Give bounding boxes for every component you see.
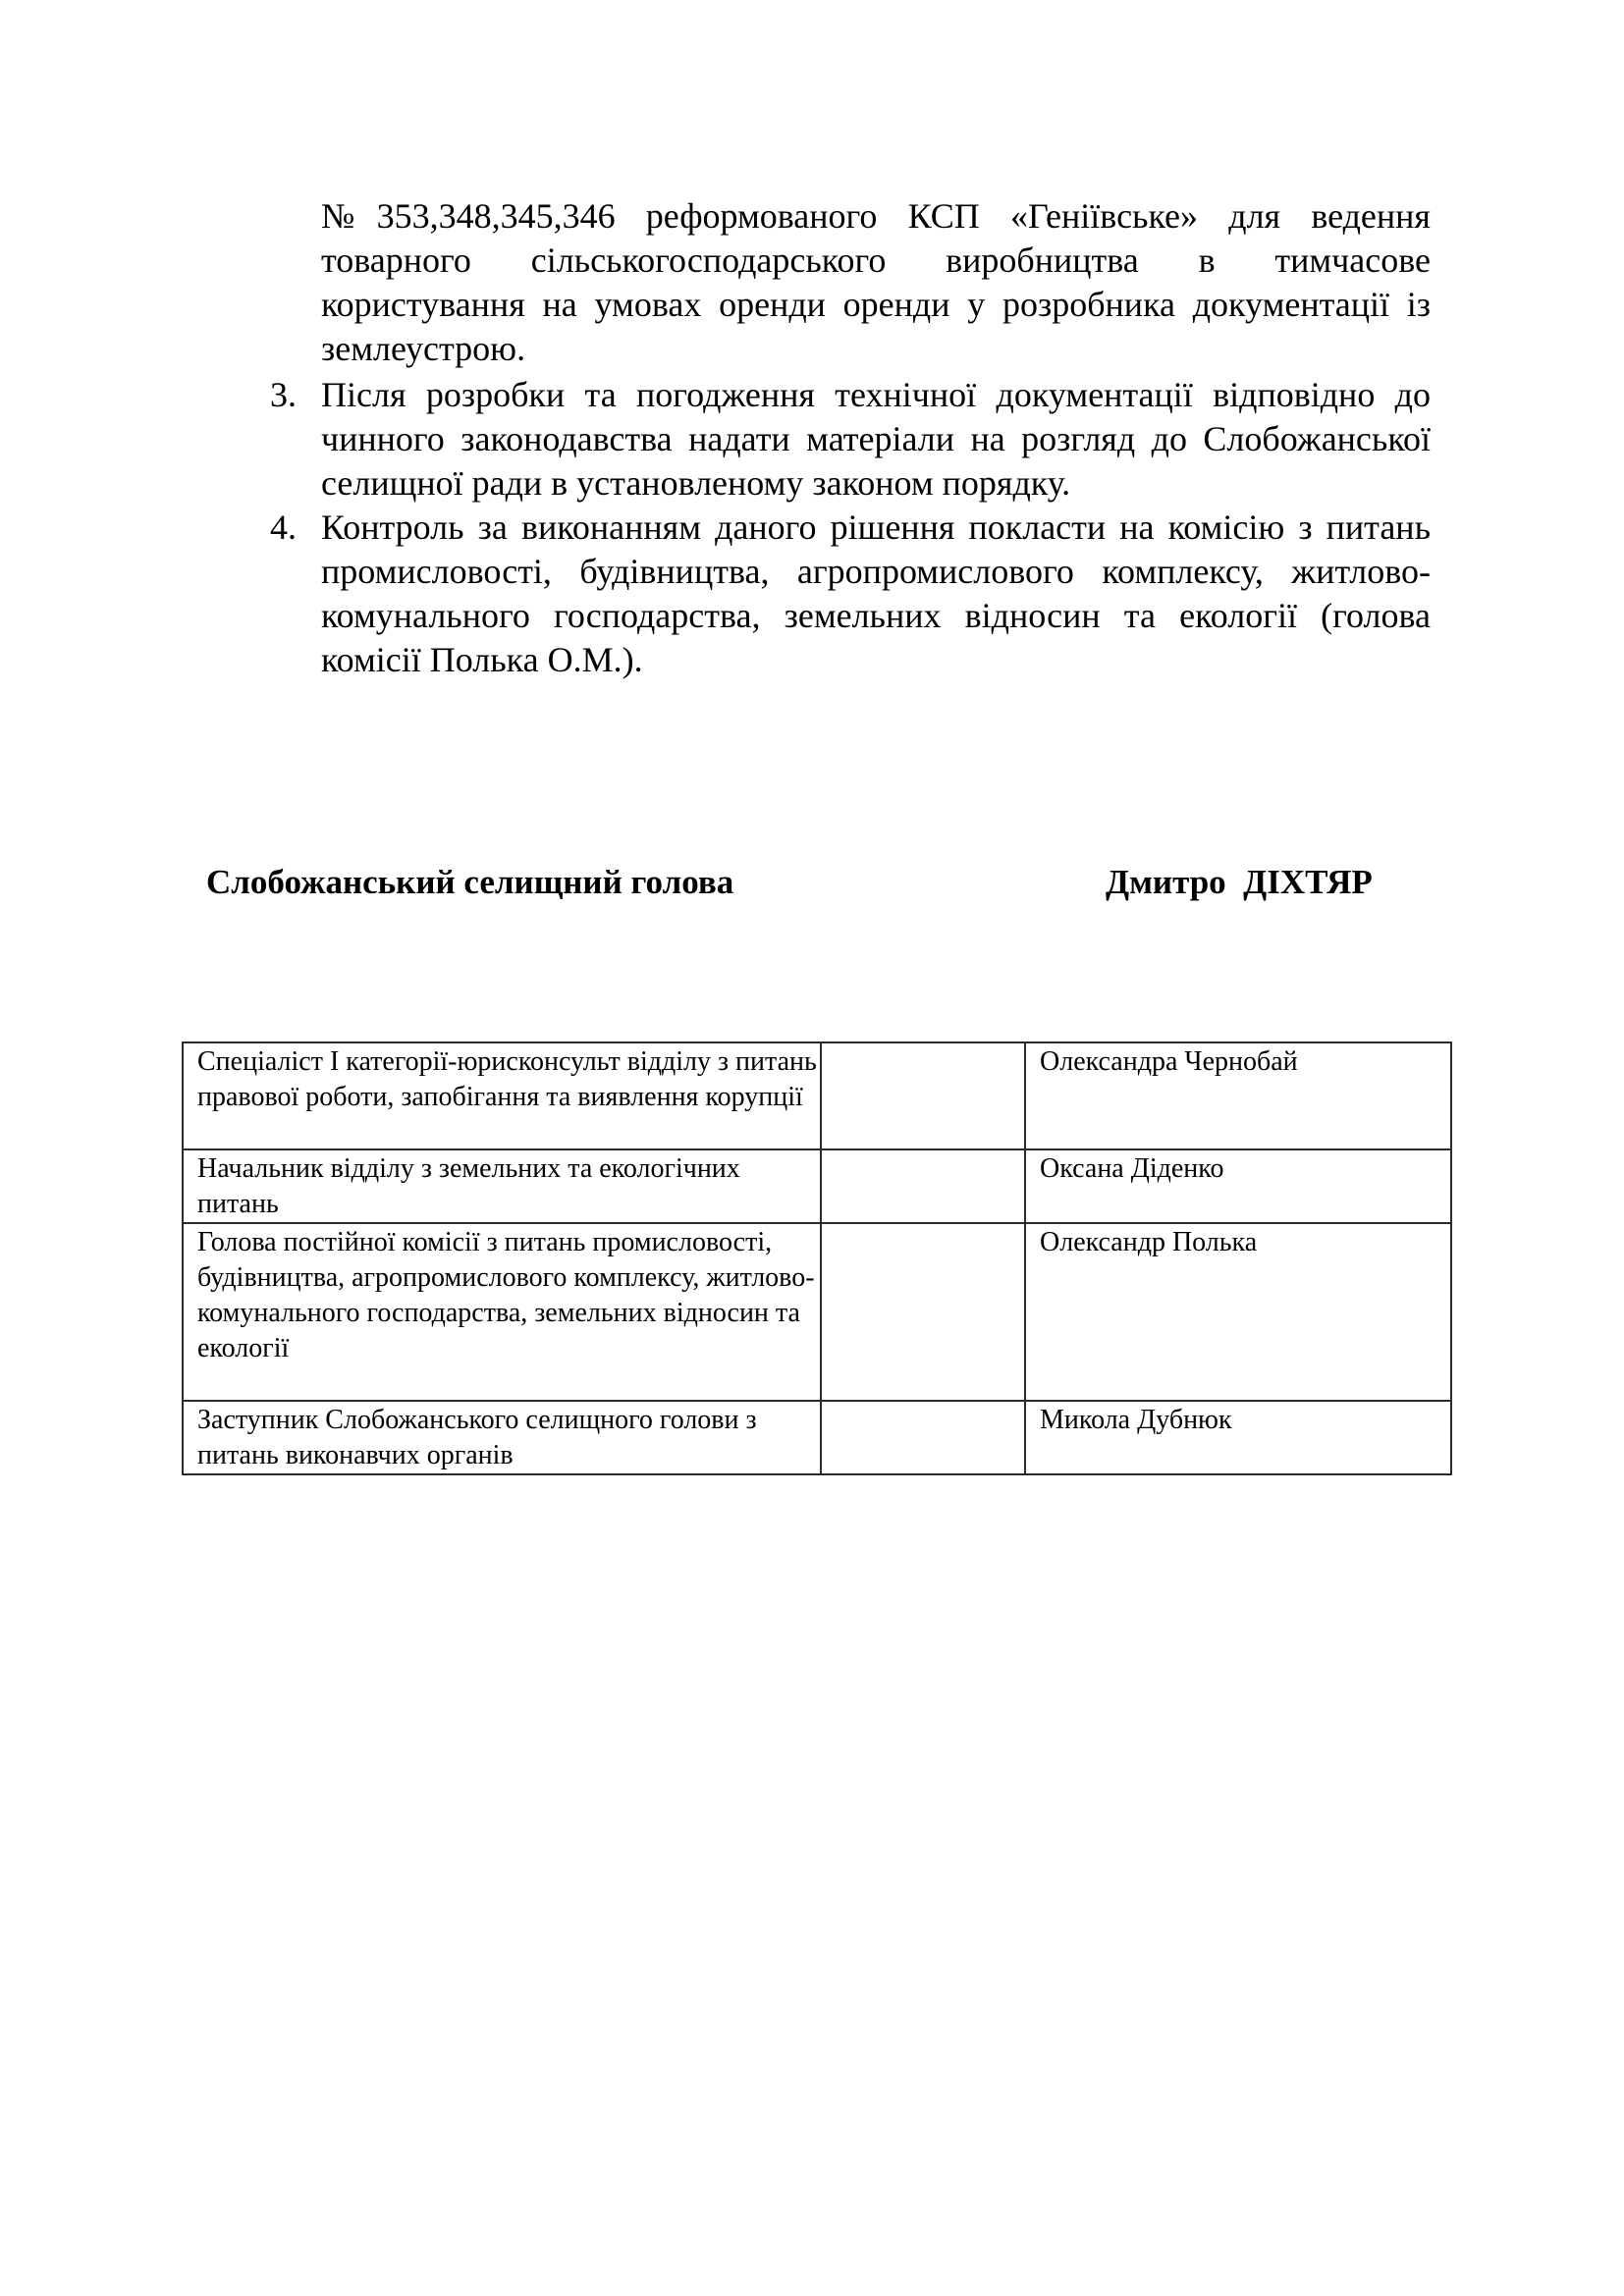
item-text: Після розробки та погодження технічної документації відповідно до чинного законодавства надати матеріали на розгляд до Слобожанської селищної ради в установленому законом порядку. xyxy=(321,375,1431,503)
approver-name: Олександр Полька xyxy=(1025,1223,1451,1401)
table-row xyxy=(183,1401,1451,1474)
signature-cell xyxy=(821,1149,1025,1223)
table-row xyxy=(183,1223,1451,1401)
item-text: Контроль за виконанням даного рішення покласти на комісію з питань промисловості, будівництва, агропромислового комплексу, житлово-комунального господарства, земельних відносин та екології (голова комісії Полька О.М.). xyxy=(321,507,1431,679)
signature-cell xyxy=(821,1401,1025,1474)
table-row xyxy=(183,1149,1451,1223)
approver-position: Заступник Слобожанського селищного голови з питань виконавчих органів xyxy=(183,1401,821,1474)
approver-name: Оксана Діденко xyxy=(1025,1149,1451,1223)
approver-name: Микола Дубнюк xyxy=(1025,1401,1451,1474)
approval-table xyxy=(182,1041,1452,1475)
decision-item-2-continuation: №353,348,345,346 реформованого КСП «Геніївське» для ведення товарного сільськогосподарського виробництва в тимчасове користування на умовах оренди оренди у розробника документації із землеустрою. xyxy=(321,196,1431,368)
signature-title: Слобожанський селищний голова xyxy=(206,863,734,901)
item-number: 4. xyxy=(270,507,297,547)
signature-cell xyxy=(821,1223,1025,1401)
decision-item-3 xyxy=(270,373,1431,506)
decision-item-4 xyxy=(270,506,1431,682)
approver-position: Начальник відділу з земельних та екологічних питань xyxy=(183,1149,821,1223)
approver-position: Голова постійної комісії з питань промисловості, будівництва, агропромислового комплексу, житлово-комунального господарства, земельних відносин та екології xyxy=(183,1223,821,1401)
approver-name: Олександра Чернобай xyxy=(1025,1042,1451,1149)
signature-cell xyxy=(821,1042,1025,1149)
signature-name: Дмитро ДІХТЯР xyxy=(1106,863,1373,901)
table-row xyxy=(183,1042,1451,1149)
approver-position: Спеціаліст І категорії-юрисконсульт відділу з питань правової роботи, запобігання та виявлення корупції xyxy=(183,1042,821,1149)
item-number: 3. xyxy=(270,375,297,414)
